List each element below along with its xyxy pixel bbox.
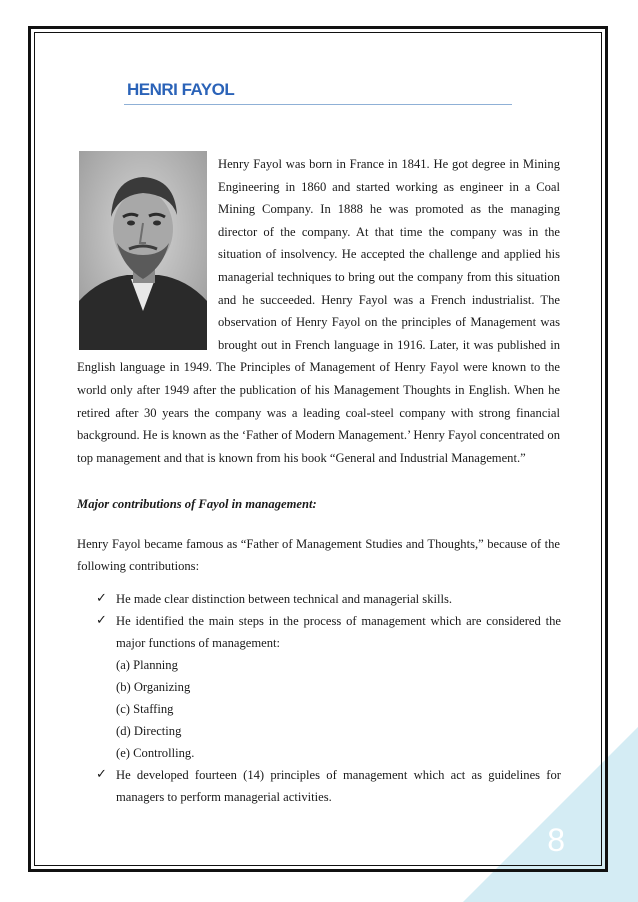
title-underline	[124, 104, 512, 105]
function-item: (c) Staffing	[116, 702, 174, 716]
checkmark-icon: ✓	[96, 613, 107, 628]
function-item: (b) Organizing	[116, 680, 191, 694]
checkmark-icon: ✓	[96, 767, 107, 782]
function-item: (a) Planning	[116, 658, 178, 672]
list-item	[96, 764, 561, 808]
page-title: HENRI FAYOL	[127, 80, 235, 99]
function-item: (d) Directing	[116, 724, 182, 738]
function-item: (e) Controlling.	[116, 746, 195, 760]
management-functions-list	[116, 654, 561, 764]
list-item	[96, 588, 561, 610]
biography-paragraph	[77, 153, 560, 469]
biography-text: Henry Fayol was born in France in 1841. He got degree in Mining Engineering in 1860 and started working as engineer in a Coal Mining Company. In 1888 he was promoted as the managing director of the company. At that time the company was in the situation of insolvency. He accepted the challenge and applied his managerial techniques to bring out the company from this situation and he succeeded. Henry Fayol was a French industrialist. The observation of Henry Fayol on the principles of Management was brought out in French language in 1916. Later, it was published in English language in 1949. The Principles of Management of Henry Fayol were known to the world only after 1949 after the publication of his Management Thoughts in English. When he retired after 30 years the company was a leading coal-steel company with strong financial background. He is known as the ‘Father of Modern Management.’ Henry Fayol concentrated on top management and that is known from his book “General and Industrial Management.”	[77, 157, 560, 465]
contribution-text: He identified the main steps in the process of management which are considered the major functions of management:	[116, 614, 561, 650]
contributions-heading: Major contributions of Fayol in management:	[77, 497, 317, 511]
portrait-spacer	[77, 153, 218, 353]
contributions-intro: Henry Fayol became famous as “Father of Management Studies and Thoughts,” because of the following contributions:	[77, 537, 560, 573]
checkmark-icon: ✓	[96, 591, 107, 606]
contribution-text: He developed fourteen (14) principles of management which act as guidelines for managers to perform managerial activities.	[116, 768, 561, 804]
page-number: 8	[547, 822, 565, 858]
contributions-list	[96, 588, 561, 808]
contribution-text: He made clear distinction between technical and managerial skills.	[116, 592, 453, 606]
list-item	[96, 610, 561, 764]
